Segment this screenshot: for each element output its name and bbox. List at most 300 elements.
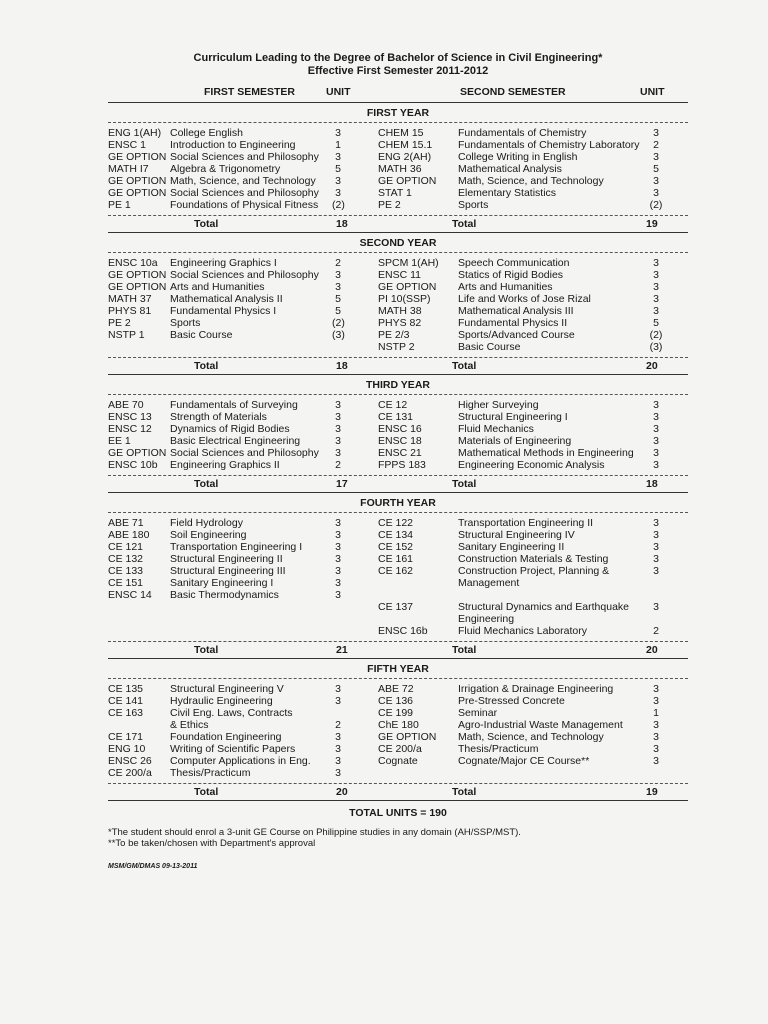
course-unit: 3 [653, 529, 659, 541]
total-label: Total [194, 786, 219, 798]
total-value: 17 [336, 478, 348, 490]
document-code: MSM/GM/DMAS 09-13-2011 [108, 863, 198, 870]
course-title: Statics of Rigid Bodies [458, 269, 564, 281]
course-title: Mathematical Analysis [458, 163, 562, 175]
course-title: Arts and Humanities [458, 281, 553, 293]
course-code: ABE 70 [108, 399, 144, 411]
footnote-2: **To be taken/chosen with Department's approval [108, 838, 316, 849]
course-title: Sports [170, 317, 201, 329]
course-title: Management [458, 577, 520, 589]
table-row [108, 305, 688, 317]
course-code: CE 131 [378, 411, 414, 423]
course-unit: 3 [653, 755, 659, 767]
year-label: SECOND YEAR [359, 237, 437, 249]
course-code: GE OPTION [108, 281, 167, 293]
course-unit: 5 [653, 163, 659, 175]
course-code: PI 10(SSP) [378, 293, 431, 305]
total-value: 20 [646, 360, 658, 372]
table-row [108, 529, 688, 541]
course-unit: 3 [335, 565, 341, 577]
total-label: Total [452, 360, 477, 372]
course-title: & Ethics [170, 719, 209, 731]
course-title: Basic Electrical Engineering [170, 435, 301, 447]
total-value: 19 [646, 218, 658, 230]
table-row [108, 127, 688, 139]
course-code: ENSC 10a [108, 257, 158, 269]
course-unit: 3 [653, 269, 659, 281]
course-title: Field Hydrology [170, 517, 243, 529]
course-title: Fluid Mechanics [458, 423, 534, 435]
course-title: Fundamentals of Surveying [170, 399, 298, 411]
course-code: STAT 1 [378, 187, 412, 199]
year-block [108, 493, 688, 659]
total-row [108, 358, 688, 374]
course-code: FPPS 183 [378, 459, 426, 471]
course-unit: 3 [653, 731, 659, 743]
course-unit: 2 [335, 257, 341, 269]
course-unit: 3 [653, 187, 659, 199]
course-code: MATH 37 [108, 293, 152, 305]
course-code: CE 137 [378, 601, 414, 613]
total-label: Total [452, 218, 477, 230]
course-code: ABE 180 [108, 529, 150, 541]
course-code: CE 171 [108, 731, 144, 743]
course-title: Structural Engineering III [170, 565, 286, 577]
course-code: SPCM 1(AH) [378, 257, 439, 269]
course-unit: 3 [335, 281, 341, 293]
course-unit: 2 [653, 625, 659, 637]
course-code: CE 161 [378, 553, 414, 565]
course-title: Structural Dynamics and Earthquake [458, 601, 629, 613]
course-unit: (3) [332, 329, 345, 341]
course-code: ENSC 12 [108, 423, 152, 435]
table-row [108, 767, 688, 779]
year-label: FIFTH YEAR [367, 663, 429, 675]
unit-header-1: UNIT [326, 86, 351, 98]
course-code: CE 135 [108, 683, 144, 695]
course-code: CE 163 [108, 707, 144, 719]
course-code: CE 200/a [108, 767, 152, 779]
course-unit: 3 [335, 435, 341, 447]
course-title: College Writing in English [458, 151, 578, 163]
table-row [108, 317, 688, 329]
course-unit: 3 [653, 553, 659, 565]
course-code: PE 2/3 [378, 329, 410, 341]
column-header-row [108, 84, 688, 102]
course-code: CHEM 15 [378, 127, 424, 139]
year-label: FOURTH YEAR [360, 497, 436, 509]
total-value: 20 [336, 786, 348, 798]
table-row [108, 683, 688, 695]
year-block [108, 103, 688, 233]
course-title: Speech Communication [458, 257, 570, 269]
total-label: Total [194, 218, 219, 230]
first-semester-header: FIRST SEMESTER [204, 86, 296, 98]
course-unit: 3 [653, 411, 659, 423]
course-unit: 3 [335, 175, 341, 187]
table-row [108, 293, 688, 305]
course-code: CE 151 [108, 577, 144, 589]
course-unit: 3 [335, 517, 341, 529]
year-block [108, 659, 688, 801]
course-unit: 5 [653, 317, 659, 329]
year-label: FIRST YEAR [366, 107, 430, 119]
course-code: CE 133 [108, 565, 144, 577]
course-code: CE 134 [378, 529, 414, 541]
course-code: PE 2 [378, 199, 401, 211]
table-row [108, 625, 688, 637]
course-title: Math, Science, and Technology [458, 731, 604, 743]
grand-total: TOTAL UNITS = 190 [349, 807, 447, 819]
course-code: ENSC 16 [378, 423, 422, 435]
course-title: Structural Engineering IV [458, 529, 575, 541]
course-unit: 3 [653, 399, 659, 411]
total-value: 19 [646, 786, 658, 798]
footnote-1: *The student should enrol a 3-unit GE Course on Philippine studies in any domain (AH/SSP/MST). [108, 827, 521, 838]
course-table [108, 513, 688, 641]
course-code: ENSC 21 [378, 447, 422, 459]
course-title: Introduction to Engineering [170, 139, 296, 151]
total-value: 18 [336, 360, 348, 372]
course-table [108, 679, 688, 783]
table-row [108, 399, 688, 411]
course-code: CE 122 [378, 517, 414, 529]
course-title: Thesis/Practicum [458, 743, 539, 755]
table-row [108, 553, 688, 565]
course-title: Hydraulic Engineering [170, 695, 273, 707]
course-title: Fundamentals of Chemistry [458, 127, 587, 139]
course-code: ENSC 11 [378, 269, 421, 281]
course-code: GE OPTION [378, 175, 437, 187]
course-unit: 3 [335, 755, 341, 767]
course-unit: 3 [335, 731, 341, 743]
course-unit: 2 [335, 459, 341, 471]
table-row [108, 269, 688, 281]
section-rule [108, 800, 688, 801]
course-title: Irrigation & Drainage Engineering [458, 683, 614, 695]
course-code: CHEM 15.1 [378, 139, 433, 151]
course-code: GE OPTION [108, 447, 167, 459]
course-title: Cognate/Major CE Course** [458, 755, 590, 767]
total-label: Total [452, 644, 477, 656]
course-unit: 2 [653, 139, 659, 151]
table-row [108, 517, 688, 529]
course-unit: 1 [653, 707, 659, 719]
course-title: Math, Science, and Technology [170, 175, 316, 187]
course-unit: 3 [335, 577, 341, 589]
course-unit: 3 [335, 529, 341, 541]
course-title: Soil Engineering [170, 529, 247, 541]
course-title: Structural Engineering I [458, 411, 568, 423]
course-unit: 3 [653, 601, 659, 613]
course-code: PHYS 82 [378, 317, 422, 329]
course-unit: 3 [335, 269, 341, 281]
course-unit: 3 [653, 435, 659, 447]
course-code: MATH 36 [378, 163, 422, 175]
course-title: Fundamentals of Chemistry Laboratory [458, 139, 640, 151]
course-code: NSTP 1 [108, 329, 145, 341]
table-row [108, 281, 688, 293]
course-title: Agro-Industrial Waste Management [458, 719, 623, 731]
course-title: Basic Course [170, 329, 233, 341]
course-table [108, 123, 688, 215]
course-unit: 3 [335, 411, 341, 423]
course-unit: 3 [653, 459, 659, 471]
total-label: Total [452, 786, 477, 798]
table-row [108, 163, 688, 175]
table-row [108, 423, 688, 435]
table-row [108, 577, 688, 589]
table-row [108, 459, 688, 471]
course-unit: 3 [653, 541, 659, 553]
course-title: Thesis/Practicum [170, 767, 251, 779]
course-unit: 3 [653, 719, 659, 731]
table-row [108, 341, 688, 353]
course-title: Algebra & Trigonometry [170, 163, 281, 175]
table-row [108, 447, 688, 459]
course-title: Materials of Engineering [458, 435, 572, 447]
course-code: CE 12 [378, 399, 408, 411]
years-container [108, 103, 688, 801]
table-row [108, 755, 688, 767]
course-title: Computer Applications in Eng. [170, 755, 311, 767]
course-title: Seminar [458, 707, 498, 719]
course-code: ENG 2(AH) [378, 151, 432, 163]
course-title: Engineering [458, 613, 515, 625]
course-title: Social Sciences and Philosophy [170, 151, 319, 163]
course-title: Fundamental Physics I [170, 305, 277, 317]
table-row [108, 175, 688, 187]
course-title: Math, Science, and Technology [458, 175, 604, 187]
course-title: Construction Project, Planning & [458, 565, 610, 577]
table-row [108, 139, 688, 151]
course-code: PE 2 [108, 317, 131, 329]
course-title: Elementary Statistics [458, 187, 557, 199]
table-row [108, 199, 688, 211]
course-title: Mathematical Analysis III [458, 305, 574, 317]
course-code: CE 199 [378, 707, 414, 719]
total-label: Total [452, 478, 477, 490]
course-code: ABE 71 [108, 517, 144, 529]
course-code: GE OPTION [378, 731, 437, 743]
course-code: PE 1 [108, 199, 131, 211]
course-code: ENSC 26 [108, 755, 152, 767]
course-title: Arts and Humanities [170, 281, 265, 293]
year-block [108, 233, 688, 375]
course-code: ENG 1(AH) [108, 127, 162, 139]
course-code: ChE 180 [378, 719, 419, 731]
course-title: Civil Eng. Laws, Contracts [170, 707, 293, 719]
table-row [108, 541, 688, 553]
course-title: Structural Engineering V [170, 683, 284, 695]
course-unit: 3 [335, 399, 341, 411]
course-title: Social Sciences and Philosophy [170, 187, 319, 199]
course-unit: 3 [653, 257, 659, 269]
total-row [108, 476, 688, 492]
course-title: Sports [458, 199, 489, 211]
table-row [108, 565, 688, 577]
course-code: GE OPTION [108, 269, 167, 281]
table-row [108, 329, 688, 341]
course-unit: (3) [649, 341, 663, 353]
course-title: Writing of Scientific Papers [170, 743, 296, 755]
course-unit: 3 [335, 589, 341, 601]
course-unit: (2) [649, 199, 663, 211]
course-title: Construction Materials & Testing [458, 553, 609, 565]
table-row [108, 707, 688, 719]
course-title: Foundation Engineering [170, 731, 282, 743]
course-code: ENSC 18 [378, 435, 422, 447]
course-unit: 3 [335, 187, 341, 199]
course-title: Fluid Mechanics Laboratory [458, 625, 587, 637]
course-title: Social Sciences and Philosophy [170, 269, 319, 281]
course-code: MATH 38 [378, 305, 422, 317]
course-title: Structural Engineering II [170, 553, 283, 565]
curriculum-document [108, 52, 688, 870]
course-unit: 3 [653, 695, 659, 707]
course-code: ENSC 10b [108, 459, 158, 471]
course-title: Life and Works of Jose Rizal [458, 293, 591, 305]
total-row [108, 216, 688, 232]
course-title: Strength of Materials [170, 411, 267, 423]
course-unit: 2 [335, 719, 341, 731]
course-unit: (2) [649, 329, 663, 341]
total-row [108, 642, 688, 658]
table-row [108, 719, 688, 731]
table-row [108, 187, 688, 199]
course-unit: 3 [335, 767, 341, 779]
course-title: Mathematical Methods in Engineering [458, 447, 634, 459]
table-row [108, 151, 688, 163]
course-code: CE 200/a [378, 743, 422, 755]
total-value: 21 [336, 644, 348, 656]
course-title: Sports/Advanced Course [458, 329, 575, 341]
course-title: Transportation Engineering II [458, 517, 594, 529]
table-row [108, 435, 688, 447]
course-code: Cognate [378, 755, 418, 767]
course-code: EE 1 [108, 435, 131, 447]
course-title: Transportation Engineering I [170, 541, 303, 553]
course-code: GE OPTION [108, 175, 167, 187]
course-unit: 3 [335, 695, 341, 707]
table-row [108, 257, 688, 269]
course-unit: 3 [653, 175, 659, 187]
course-unit: 1 [335, 139, 341, 151]
document-subtitle: Effective First Semester 2011-2012 [307, 65, 489, 77]
course-unit: 3 [335, 743, 341, 755]
course-title: Engineering Graphics II [170, 459, 280, 471]
document-title: Curriculum Leading to the Degree of Bachelor of Science in Civil Engineering* [193, 52, 603, 64]
total-label: Total [194, 644, 219, 656]
course-unit: 3 [335, 683, 341, 695]
course-title: Mathematical Analysis II [170, 293, 283, 305]
course-code: CE 152 [378, 541, 414, 553]
course-title: Sanitary Engineering II [458, 541, 565, 553]
course-unit: 5 [335, 305, 341, 317]
total-value: 18 [336, 218, 348, 230]
unit-header-2: UNIT [640, 86, 665, 98]
course-title: Pre-Stressed Concrete [458, 695, 565, 707]
course-unit: 3 [653, 151, 659, 163]
course-unit: 3 [653, 305, 659, 317]
year-block [108, 375, 688, 493]
course-unit: 3 [653, 683, 659, 695]
total-row [108, 784, 688, 800]
course-unit: 3 [653, 423, 659, 435]
course-unit: (2) [332, 317, 345, 329]
course-unit: 3 [335, 423, 341, 435]
total-value: 20 [646, 644, 658, 656]
total-value: 18 [646, 478, 658, 490]
course-title: Basic Thermodynamics [170, 589, 279, 601]
course-title: Basic Course [458, 341, 521, 353]
course-code: GE OPTION [378, 281, 437, 293]
total-label: Total [194, 360, 219, 372]
course-unit: 3 [653, 565, 659, 577]
course-unit: 3 [335, 127, 341, 139]
course-unit: (2) [332, 199, 345, 211]
course-title: Sanitary Engineering I [170, 577, 274, 589]
year-label: THIRD YEAR [366, 379, 430, 391]
table-row [108, 589, 688, 601]
course-unit: 3 [653, 447, 659, 459]
course-code: CE 132 [108, 553, 144, 565]
table-row [108, 411, 688, 423]
course-code: ENSC 16b [378, 625, 428, 637]
course-title: Higher Surveying [458, 399, 539, 411]
course-title: Engineering Graphics I [170, 257, 277, 269]
course-code: PHYS 81 [108, 305, 152, 317]
course-table [108, 395, 688, 475]
course-unit: 5 [335, 293, 341, 305]
table-row [108, 731, 688, 743]
course-code: ABE 72 [378, 683, 414, 695]
course-unit: 3 [335, 151, 341, 163]
course-code: CE 136 [378, 695, 414, 707]
course-table [108, 253, 688, 357]
course-unit: 3 [653, 127, 659, 139]
course-title: Dynamics of Rigid Bodies [170, 423, 290, 435]
course-code: GE OPTION [108, 151, 167, 163]
course-unit: 3 [653, 293, 659, 305]
course-title: Fundamental Physics II [458, 317, 568, 329]
table-row [108, 601, 688, 613]
course-unit: 3 [335, 447, 341, 459]
course-code: GE OPTION [108, 187, 167, 199]
second-semester-header: SECOND SEMESTER [460, 86, 566, 98]
course-unit: 3 [335, 553, 341, 565]
course-unit: 3 [653, 743, 659, 755]
table-row [108, 695, 688, 707]
table-row [108, 613, 688, 625]
course-code: ENSC 13 [108, 411, 152, 423]
course-code: ENSC 1 [108, 139, 146, 151]
course-title: Social Sciences and Philosophy [170, 447, 319, 459]
course-code: MATH I7 [108, 163, 149, 175]
course-unit: 3 [653, 281, 659, 293]
course-code: CE 121 [108, 541, 144, 553]
course-title: Engineering Economic Analysis [458, 459, 605, 471]
course-code: NSTP 2 [378, 341, 415, 353]
course-unit: 3 [653, 517, 659, 529]
total-label: Total [194, 478, 219, 490]
course-code: CE 162 [378, 565, 414, 577]
course-title: Foundations of Physical Fitness [170, 199, 319, 211]
table-row [108, 743, 688, 755]
course-unit: 5 [335, 163, 341, 175]
course-code: CE 141 [108, 695, 144, 707]
course-code: ENG 10 [108, 743, 146, 755]
